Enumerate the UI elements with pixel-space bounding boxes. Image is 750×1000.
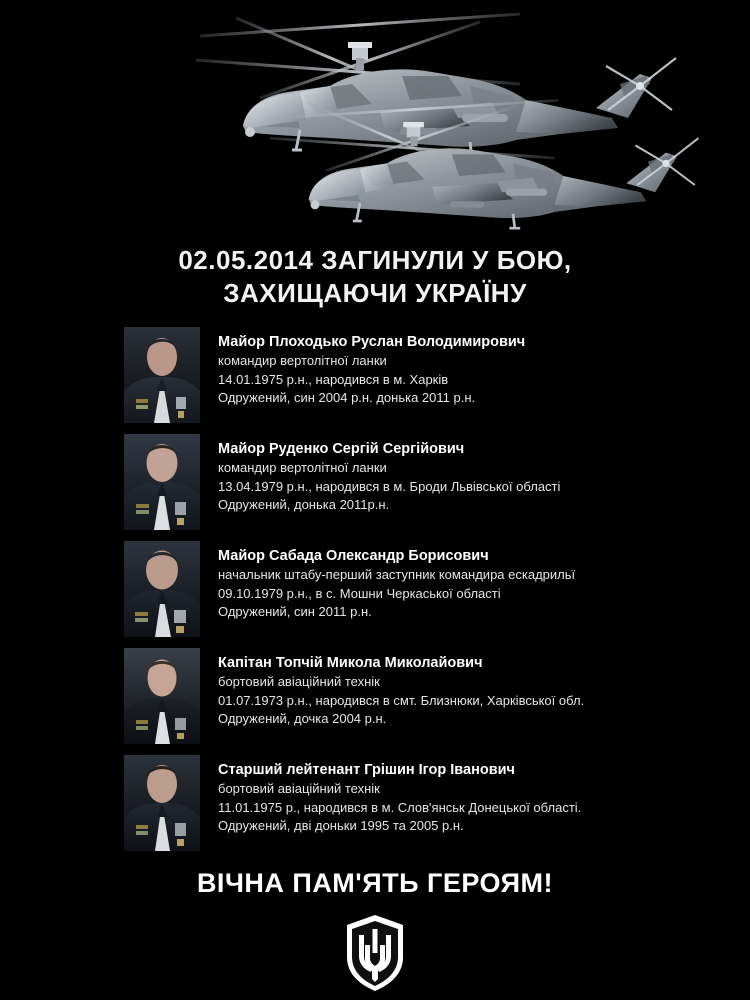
avatar <box>124 327 200 423</box>
mi24-helicopters-icon <box>0 0 750 238</box>
rank-and-name: Майор Плоходько Руслан Володимирович <box>218 333 526 350</box>
position: бортовий авіаційний технік <box>218 781 380 797</box>
avatar <box>124 541 200 637</box>
fallen-soldiers-list <box>0 327 750 862</box>
family-info: Одружений, донька 2011р.н. <box>218 497 390 512</box>
entry-text <box>200 541 575 622</box>
avatar <box>124 755 200 851</box>
family-info: Одружений, дочка 2004 р.н. <box>218 711 387 726</box>
portrait-icon <box>124 541 200 637</box>
birth-info: 14.01.1975 р.н., народився в м. Харків <box>218 371 449 387</box>
entry-text <box>200 755 581 836</box>
birth-info: 13.04.1979 р.н., народився в м. Броди Львівської області <box>218 478 561 494</box>
portrait-icon <box>124 434 200 530</box>
portrait-icon <box>124 755 200 851</box>
entry-text <box>200 327 525 408</box>
position: командир вертолітної ланки <box>218 460 387 476</box>
list-item <box>124 327 720 423</box>
birth-info: 11.01.1975 р., народився в м. Слов'янськ Донецької області. <box>218 799 582 815</box>
family-info: Одружений, син 2004 р.н. донька 2011 р.н. <box>218 390 476 405</box>
entry-text <box>200 434 560 515</box>
avatar <box>124 648 200 744</box>
list-item <box>124 541 720 637</box>
list-item <box>124 755 720 851</box>
list-item <box>124 434 720 530</box>
birth-info: 09.10.1979 р.н., в с. Мошни Черкаської області <box>218 585 501 601</box>
position: начальник штабу-перший заступник командира ескадрильї <box>218 567 576 583</box>
rank-and-name: Капітан Топчій Микола Миколайович <box>218 654 483 671</box>
entry-text <box>200 648 584 729</box>
title-line-1: 02.05.2014 ЗАГИНУЛИ У БОЮ, <box>178 245 572 275</box>
list-item <box>124 648 720 744</box>
rank-and-name: Майор Сабада Олександр Борисович <box>218 547 489 564</box>
emblem-container <box>0 913 750 993</box>
ukraine-trident-emblem-icon <box>343 913 407 993</box>
portrait-icon <box>124 648 200 744</box>
helicopter-illustration <box>0 0 750 238</box>
portrait-icon <box>124 327 200 423</box>
family-info: Одружений, син 2011 р.н. <box>218 604 372 619</box>
memorial-slogan: ВІЧНА ПАМ'ЯТЬ ГЕРОЯМ! <box>196 867 554 898</box>
family-info: Одружений, дві доньки 1995 та 2005 р.н. <box>218 818 464 833</box>
position: командир вертолітної ланки <box>218 353 387 369</box>
rank-and-name: Майор Руденко Сергій Сергійович <box>218 440 465 457</box>
page-title <box>0 244 750 311</box>
birth-info: 01.07.1973 р.н., народився в смт. Близнюки, Харківської обл. <box>218 692 585 708</box>
position: бортовий авіаційний технік <box>218 674 380 690</box>
avatar <box>124 434 200 530</box>
title-line-2: ЗАХИЩАЮЧИ УКРАЇНУ <box>223 278 527 309</box>
rank-and-name: Старший лейтенант Грішин Ігор Іванович <box>218 761 515 778</box>
